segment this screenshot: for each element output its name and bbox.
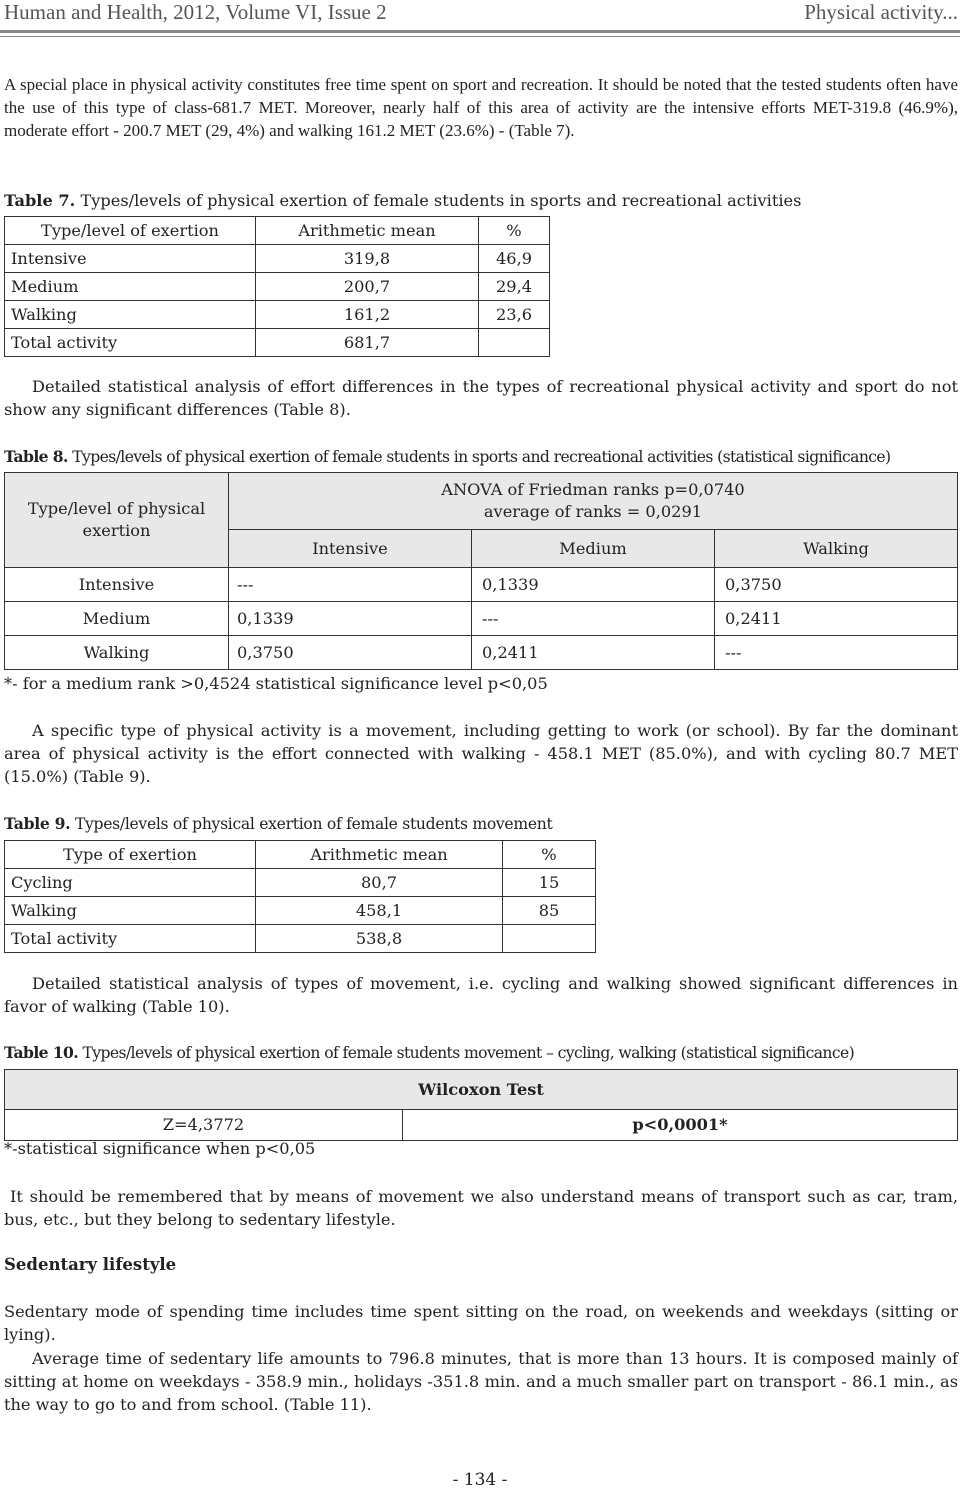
table-cell: 23,6 (479, 301, 550, 329)
paragraph-2: Detailed statistical analysis of effort differences in the types of recreational physical activity and sport do not show any significant differences (Table 8). (4, 377, 958, 419)
table-row (5, 897, 596, 925)
table-cell: 200,7 (256, 273, 479, 301)
table-cell: 681,7 (256, 329, 479, 357)
page-header (0, 0, 960, 26)
table-cell: Medium (5, 273, 256, 301)
table-cell: 458,1 (256, 897, 503, 925)
table-7 (4, 216, 550, 357)
table7-title: Types/levels of physical exertion of female students in sports and recreational activities (75, 191, 802, 210)
table8-title: Types/levels of physical exertion of female students in sports and recreational activities (statistical significance) (67, 448, 891, 466)
z-value: Z=4,3772 (4, 1109, 403, 1141)
table-cell: 0,3750 (228, 636, 472, 670)
table-cell: 538,8 (256, 925, 503, 953)
table9-label: Table 9. (4, 814, 71, 833)
header-cell: Arithmetic mean (256, 841, 503, 869)
header-cell: % (479, 217, 550, 245)
table-cell: 80,7 (256, 869, 503, 897)
header-cell: Type/level of exertion (5, 217, 256, 245)
header-cell: Type of exertion (5, 841, 256, 869)
table9-caption (4, 813, 958, 835)
table-row (5, 925, 596, 953)
paragraph-7: Average time of sedentary life amounts to 796.8 minutes, that is more than 13 hours. It is composed mainly of sitting at home on weekdays - 358.9 min., holidays -351.8 min. and a much smaller part on transport - 86.1 min., as the way to go to and from school. (Table 11). (4, 1349, 958, 1414)
table-row (5, 869, 596, 897)
running-title: Physical activity... (804, 0, 958, 24)
header-rule (0, 30, 960, 33)
paragraph-3: A specific type of physical activity is a movement, including getting to work (or school). By far the dominant area of physical activity is the effort connected with walking - 458.1 MET (85.0%), and with cycling 80.7 MET (15.0%) (Table 9). (4, 721, 958, 786)
anova-line-2: average of ranks = 0,0291 (483, 502, 703, 521)
table-cell: 161,2 (256, 301, 479, 329)
paragraph-1: A special place in physical activity constitutes free time spent on sport and recreation. It should be noted that the tested students often have the use of this type of class-681.7 MET. Moreover, nearly half of this area of activity are the intensive efforts MET-319.8 (46.9%), moderate effort - 200.7 MET (29, 4%) and walking 161.2 MET (23.6%) - (Table 7). (4, 75, 958, 140)
table-9 (4, 840, 596, 953)
row-label: Intensive (4, 568, 229, 602)
table-header-row (5, 841, 596, 869)
table-cell: Walking (5, 301, 256, 329)
table9-title: Types/levels of physical exertion of female students movement (70, 815, 553, 833)
table-cell: 0,2411 (471, 636, 715, 670)
anova-header (228, 472, 958, 530)
table-cell: 0,3750 (714, 568, 958, 602)
row-label: Walking (4, 636, 229, 670)
table-cell (503, 925, 596, 953)
section-heading: Sedentary lifestyle (4, 1255, 177, 1274)
table-cell (479, 329, 550, 357)
col-header-medium: Medium (471, 529, 715, 568)
table-cell: 0,1339 (228, 602, 472, 636)
table8-caption (4, 446, 958, 468)
col-header-walking: Walking (714, 529, 958, 568)
table-row (5, 301, 550, 329)
corner-header (4, 472, 229, 568)
header-cell: Arithmetic mean (256, 217, 479, 245)
table-cell: --- (471, 602, 715, 636)
table-header-row (5, 217, 550, 245)
table-cell: Cycling (5, 869, 256, 897)
table-cell: --- (714, 636, 958, 670)
table10-label: Table 10. (4, 1043, 79, 1062)
page-number: - 134 - (452, 1470, 508, 1490)
table10-note: *-statistical significance when p<0,05 (4, 1139, 316, 1158)
paragraph-4: Detailed statistical analysis of types of movement, i.e. cycling and walking showed significant differences in favor of walking (Table 10). (4, 974, 958, 1016)
corner-header-text: Type/level of physical exertion (27, 499, 206, 540)
table-cell: Walking (5, 897, 256, 925)
table8-note: *- for a medium rank >0,4524 statistical significance level p<0,05 (4, 674, 548, 693)
table-cell: --- (228, 568, 472, 602)
table7-caption (4, 190, 958, 212)
table-row (5, 273, 550, 301)
wilcoxon-header: Wilcoxon Test (4, 1069, 958, 1110)
table-cell: Total activity (5, 925, 256, 953)
paragraph-5: It should be remembered that by means of movement we also understand means of transport such as car, tram, bus, etc., but they belong to sedentary lifestyle. (4, 1187, 958, 1229)
table-cell: 29,4 (479, 273, 550, 301)
anova-line-1: ANOVA of Friedman ranks p=0,0740 (441, 480, 745, 499)
col-header-intensive: Intensive (228, 529, 472, 568)
row-label: Medium (4, 602, 229, 636)
table10-caption (4, 1042, 958, 1064)
header-cell: % (503, 841, 596, 869)
table-cell: 46,9 (479, 245, 550, 273)
table-cell: 0,2411 (714, 602, 958, 636)
table8-label: Table 8. (4, 447, 68, 466)
table-cell: 15 (503, 869, 596, 897)
journal-title: Human and Health, 2012, Volume VI, Issue 2 (4, 0, 387, 24)
table-row (5, 329, 550, 357)
table-cell: 85 (503, 897, 596, 925)
table-cell: 319,8 (256, 245, 479, 273)
table10-title: Types/levels of physical exertion of female students movement – cycling, walking (statistical significance) (78, 1044, 855, 1062)
table-row (5, 245, 550, 273)
table-cell: Intensive (5, 245, 256, 273)
header-rule-thin (0, 36, 960, 37)
table-cell: 0,1339 (471, 568, 715, 602)
table-cell: Total activity (5, 329, 256, 357)
paragraph-6: Sedentary mode of spending time includes time spent sitting on the road, on weekends and weekdays (sitting or lying). (4, 1302, 958, 1344)
p-value: p<0,0001* (402, 1109, 958, 1141)
table7-label: Table 7. (4, 191, 76, 210)
